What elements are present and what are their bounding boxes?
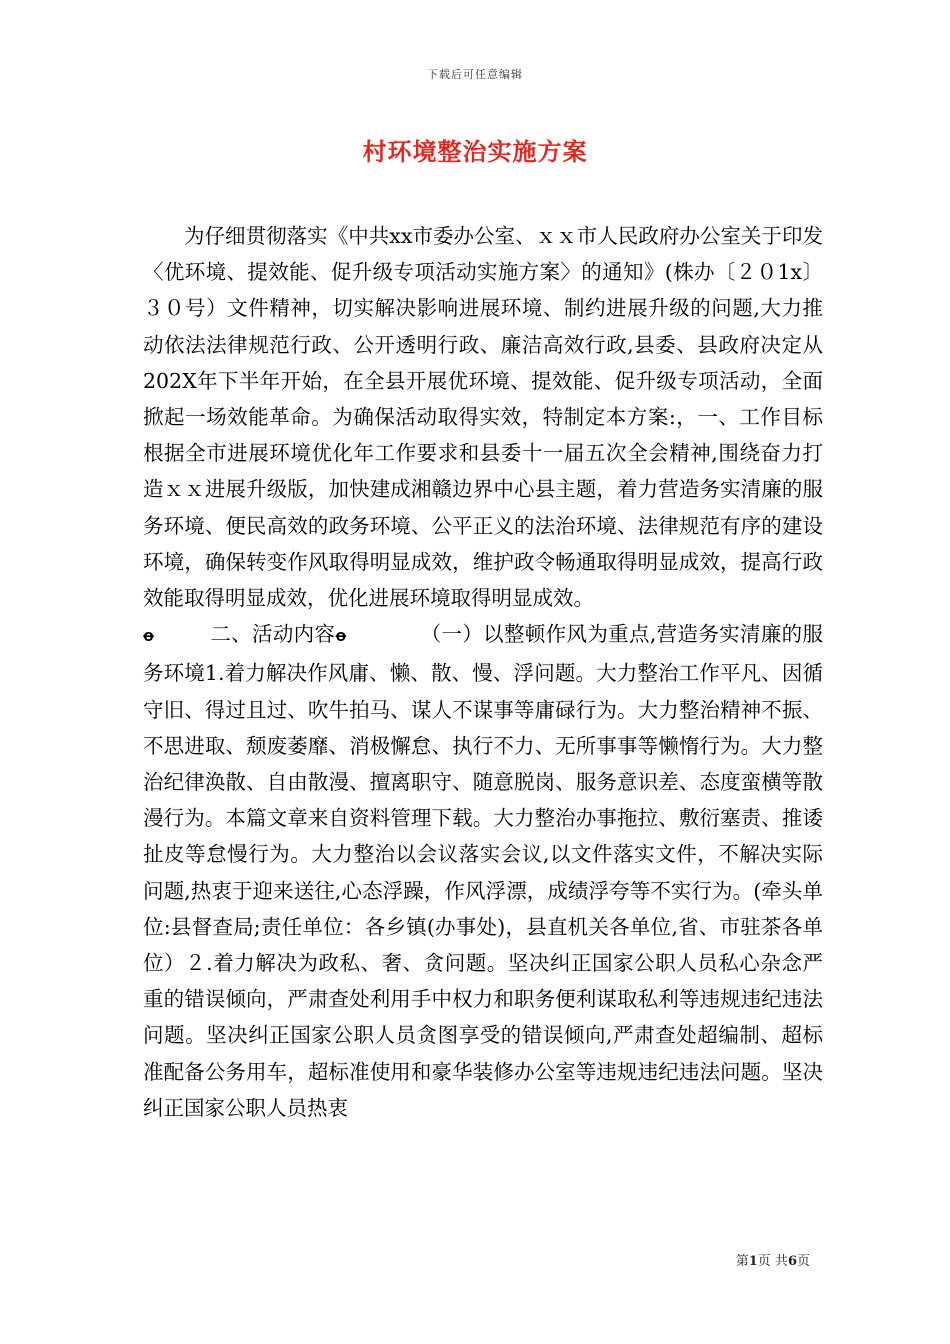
- document-title: 村环境整治实施方案: [362, 137, 588, 166]
- paragraph-intro: 为仔细贯彻落实《中共xx市委办公室、ｘｘ市人民政府办公室关于印发〈优环境、提效能、促升级专项活动实施方案〉的通知》(株办〔２０1x〕３０号）文件精神，切实解决影响进展环境、制约进展升级的问题,大力推动依法法律规范行政、公开透明行政、廉洁高效行政,县委、县政府决定从202X年下半年开始，在全县开展优环境、提效能、促升级专项活动，全面掀起一场效能革命。为确保活动取得实效，特制定本方案:，一、工作目标根据全市进展环境优化年工作要求和县委十一届五次全会精神,围绕奋力打造ｘｘ进展升级版，加快建成湘赣边界中心县主题，着力营造务实清廉的服务环境、便民高效的政务环境、公平正义的法治环境、法律规范有序的建设环境，确保转变作风取得明显成效，维护政令畅通取得明显成效，提高行政效能取得明显成效，优化进展环境取得明显成效。: [143, 224, 823, 611]
- total-page-number: 6: [787, 1254, 797, 1269]
- footer-middle: 页 共: [757, 1254, 788, 1269]
- section-two-heading: 二、活动内容: [210, 622, 336, 647]
- document-body: [143, 218, 823, 1126]
- current-page-number: 1: [748, 1254, 758, 1269]
- footer-suffix: 页: [796, 1254, 810, 1269]
- header-note: 下载后可任意编辑: [427, 68, 523, 81]
- footer-prefix: 第: [735, 1254, 749, 1269]
- bullet-marker-icon: Ꝋ: [143, 630, 155, 645]
- bullet-marker-icon: Ꝋ: [335, 630, 347, 645]
- paragraph-section-two: [143, 616, 823, 1126]
- page-footer: [736, 1250, 810, 1269]
- paragraph-activity-content: （一）以整顿作风为重点,营造务实清廉的服务环境1.着力解决作风庸、懒、散、慢、浮问题。大力整治工作平凡、因循守旧、得过且过、吹牛拍马、谋人不谋事等庸碌行为。大力整治精神不振、不思进取、颓废萎靡、消极懈怠、执行不力、无所事事等懒惰行为。大力整治纪律涣散、自由散漫、擅离职守、随意脱岗、服务意识差、态度蛮横等散漫行为。本篇文章来自资料管理下载。大力整治办事拖拉、敷衍塞责、推诿扯皮等怠慢行为。大力整治以会议落实会议,以文件落实文件，不解决实际问题,热衷于迎来送往,心态浮躁，作风浮漂，成绩浮夸等不实行为。(牵头单位:县督查局;责任单位：各乡镇(办事处)，县直机关各单位,省、市驻茶各单位）２.着力解决为政私、奢、贪问题。坚决纠正国家公职人员私心杂念严重的错误倾向，严肃查处利用手中权力和职务便利谋取私利等违规违纪违法问题。坚决纠正国家公职人员贪图享受的错误倾向,严肃查处超编制、超标准配备公务用车，超标准使用和豪华装修办公室等违规违纪违法问题。坚决纠正国家公职人员热衷: [143, 622, 824, 1120]
